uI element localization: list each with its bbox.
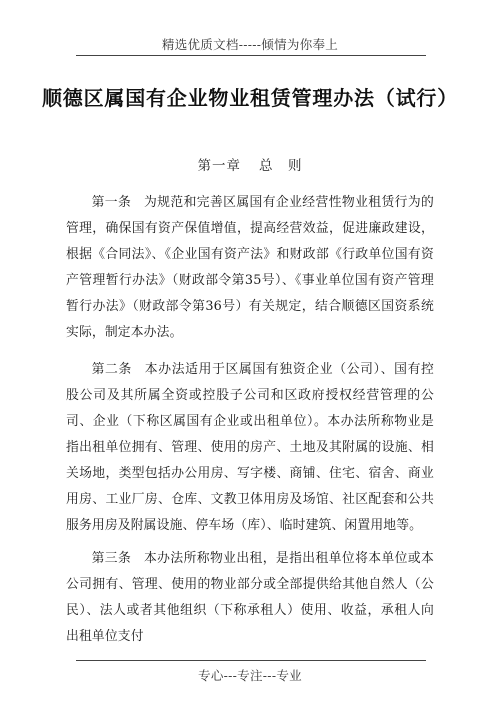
article-text: 本办法所称物业出租，是指出租单位将本单位或本公司拥有、管理、使用的物业部分或全部提供给其他自然人（公民）、法人或者其他组织（下称承租人）使用、收益，承租人向出租单位支付 [66,551,434,644]
article-text: 为规范和完善区属国有企业经营性物业租赁行为的管理，确保国有资产保值增值，提高经营效益，促进廉政建设，根据《合同法》、《企业国有资产法》和财政部《行政单位国有资产管理暂行办法》（财政部令第35号）、《事业单位国有资产管理暂行办法》（财政部令第36号）有关规定，结合顺德区国资系统实际，制定本办法。 [66,195,434,340]
chapter-name: 总 则 [259,158,303,174]
chapter-number: 第一章 [197,158,241,174]
running-footer: 专心---专注---专业 [198,668,302,683]
article-paragraph [66,190,434,346]
header-divider [76,55,426,56]
article-number: 第一条 [91,195,132,210]
footer-divider [76,660,426,661]
article-number: 第二条 [91,362,132,377]
article-text: 本办法适用于区属国有独资企业（公司）、国有控股公司及其所属全资或控股子公司和区政府授权经营管理的公司、企业（下称区属国有企业或出租单位）。本办法所称物业是指出租单位拥有、管理、使用的房产、土地及其附属的设施、相关场地，类型包括办公用房、写字楼、商铺、住宅、宿舍、商业用房、工业厂房、仓库、文教卫体用房及场馆、社区配套和公共服务用房及附属设施、停车场（库）、临时建筑、闲置用地等。 [66,362,434,533]
article-number: 第三条 [91,551,132,566]
running-header: 精选优质文档-----倾情为你奉上 [161,37,339,52]
article-paragraph [66,546,434,650]
document-title: 顺德区属国有企业物业租赁管理办法（试行） [42,86,458,110]
article-paragraph [66,357,434,539]
chapter-heading [0,154,500,174]
